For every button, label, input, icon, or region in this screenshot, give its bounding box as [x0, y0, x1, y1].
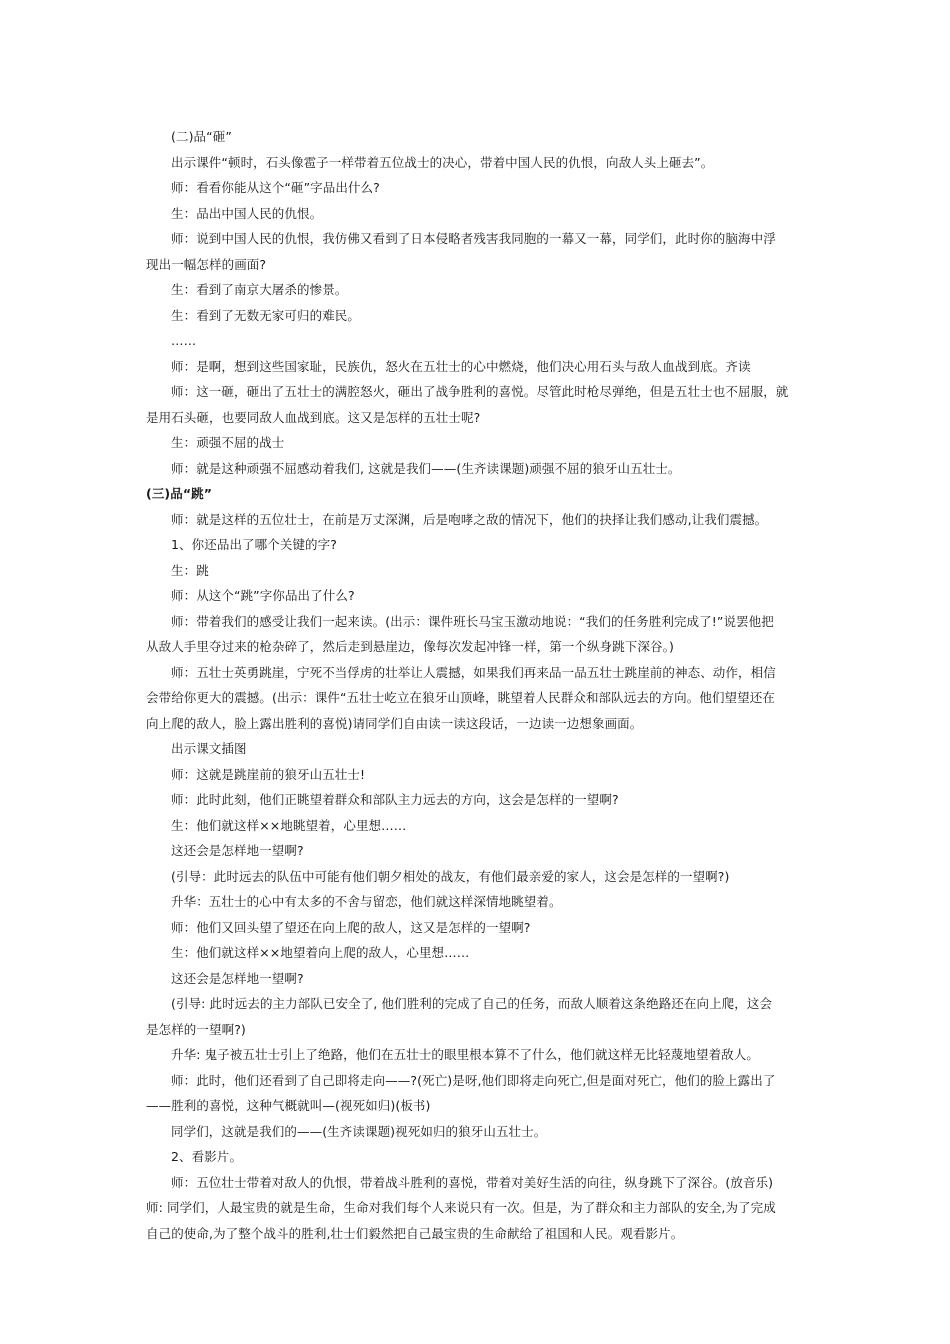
text-line: (引导：此时远去的队伍中可能有他们朝夕相处的战友，有他们最亲爱的家人，这会是怎样的一望啊?) — [171, 868, 730, 884]
text-line: 师：就是这样的五位壮士，在前是万丈深渊，后是咆哮之敌的情况下，他们的抉择让我们感动,让我们震撼。 — [171, 511, 768, 527]
text-line: 从敌人手里夺过来的枪杂碎了，然后走到悬崖边，像每次发起冲锋一样，第一个纵身跳下深谷。) — [146, 639, 674, 654]
text-line: 师：就是这种顽强不屈感动着我们, 这就是我们——(生齐读课题)顽强不屈的狼牙山五壮士。 — [171, 460, 681, 476]
text-line: 1、你还品出了哪个关键的字? — [171, 537, 337, 552]
text-line: (引导: 此时远去的主力部队已安全了, 他们胜利的完成了自己的任务，而敌人顺着这条绝路还在向上爬，这会 — [171, 996, 773, 1011]
text-line: ——胜利的喜悦，这种气概就叫—(视死如归)(板书) — [146, 1098, 431, 1113]
document-body — [146, 124, 808, 1246]
text-line: 出示课件“顿时，石头像雹子一样带着五位战士的决心，带着中国人民的仇恨，向敌人头上砸去”。 — [171, 154, 714, 170]
text-line: 是怎样的一望啊?) — [146, 1021, 246, 1037]
text-line: 生：看到了无数无家可归的难民。 — [171, 307, 361, 323]
text-line: 2、看影片。 — [171, 1149, 243, 1164]
text-line: 生：他们就这样××地望着向上爬的敌人，心里想…… — [171, 945, 470, 960]
text-line: 师：从这个“跳”字你品出了什么? — [171, 588, 355, 603]
text-line: 同学们，这就是我们的——(生齐读课题)视死如归的狼牙山五壮士。 — [171, 1123, 547, 1139]
text-line: 这还会是怎样地一望啊? — [171, 970, 304, 986]
text-line: 现出一幅怎样的画面? — [146, 256, 267, 272]
text-line: 出示课文插图 — [171, 741, 247, 756]
text-line: 会带给你更大的震撼。(出示：课件“五壮士屹立在狼牙山顶峰，眺望着人民群众和部队远去的方向。他们望望还在 — [146, 690, 775, 705]
text-line: 师：此时此刻，他们正眺望着群众和部队主力远去的方向，这会是怎样的一望啊? — [171, 792, 619, 807]
text-line: 师：他们又回头望了望还在向上爬的敌人，这又是怎样的一望啊? — [171, 919, 531, 935]
section-heading: (三)品“跳” — [146, 486, 213, 501]
text-line: 师：五壮士英勇跳崖，宁死不当俘虏的壮举让人震撼，如果我们再来品一品五壮士跳崖前的神态、动作，相信 — [171, 664, 776, 680]
text-line: 师：说到中国人民的仇恨，我仿佛又看到了日本侵略者残害我同胞的一幕又一幕，同学们，此时你的脑海中浮 — [171, 231, 776, 246]
text-line: 自己的使命,为了整个战斗的胜利,壮士们毅然把自己最宝贵的生命献给了祖国和人民。观看影片。 — [146, 1225, 684, 1241]
text-line: 师: 同学们，人最宝贵的就是生命，生命对我们每个人来说只有一次。但是，为了群众和主力部队的安全,为了完成 — [146, 1200, 776, 1215]
text-line: 师：五位壮士带着对敌人的仇恨，带着战斗胜利的喜悦，带着对美好生活的向往，纵身跳下了深谷。(放音乐) — [171, 1174, 774, 1190]
text-line: 师：看看你能从这个“砸”字品出什么? — [171, 180, 380, 195]
text-line: 师：是啊，想到这些国家耻，民族仇，怒火在五壮士的心中燃烧，他们决心用石头与敌人血战到底。齐读 — [171, 358, 751, 374]
text-line: 生：跳 — [171, 562, 209, 578]
text-line: 向上爬的敌人，脸上露出胜利的喜悦)请同学们自由读一读这段话，一边读一边想象画面。 — [146, 715, 643, 731]
text-line: 生：看到了南京大屠杀的惨景。 — [171, 282, 348, 297]
text-line: (二)品“砸” — [171, 129, 232, 144]
text-line: 升华: 鬼子被五壮士引上了绝路，他们在五壮士的眼里根本算不了什么，他们就这样无比轻蔑地望着敌人。 — [171, 1047, 759, 1062]
text-line: 师：这一砸，砸出了五壮士的满腔怒火，砸出了战争胜利的喜悦。尽管此时枪尽弹绝，但是五壮士也不屈服，就 — [171, 384, 789, 399]
text-line: 生：品出中国人民的仇恨。 — [171, 205, 323, 221]
text-line: …… — [171, 333, 197, 348]
text-line: 是用石头砸，也要同敌人血战到底。这又是怎样的五壮士呢? — [146, 409, 481, 425]
text-line: 升华：五壮士的心中有太多的不舍与留恋，他们就这样深情地眺望着。 — [171, 894, 562, 909]
text-line: 生：他们就这样××地眺望着，心里想…… — [171, 817, 407, 833]
text-line: 生：顽强不屈的战士 — [171, 435, 285, 450]
text-line: 师：这就是跳崖前的狼牙山五壮士! — [171, 766, 366, 782]
text-line: 师：带着我们的感受让我们一起来读。(出示：课件班长马宝玉激动地说：“我们的任务胜利完成了!”说罢他把 — [171, 613, 774, 629]
text-line: 这还会是怎样地一望啊? — [171, 843, 304, 858]
text-line: 师：此时，他们还看到了自己即将走向——?(死亡)是呀,他们即将走向死亡,但是面对死亡，他们的脸上露出了 — [171, 1072, 776, 1088]
